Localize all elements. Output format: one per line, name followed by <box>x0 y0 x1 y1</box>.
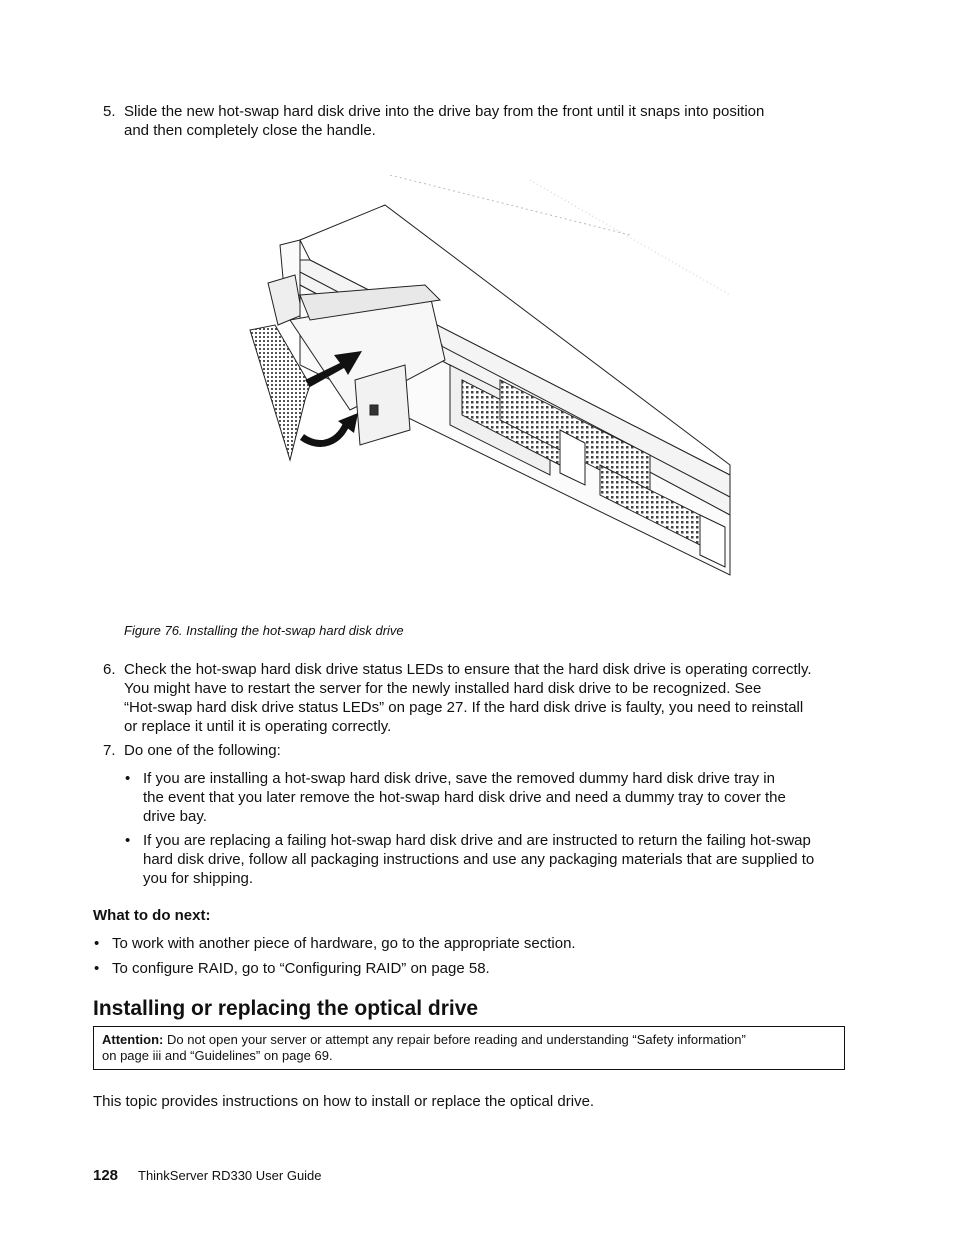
attention-label: Attention: <box>102 1032 164 1047</box>
bullet-2-line-2: hard disk drive, follow all packaging instructions and use any packaging materials that are supplied to <box>143 851 815 868</box>
hot-swap-drive-illustration <box>230 175 735 580</box>
next-item-2: To configure RAID, go to “Configuring RAID” on page 58. <box>112 960 490 977</box>
bullet-icon: • <box>125 832 131 849</box>
step-7-bullet-2 <box>143 831 853 888</box>
step-6-number: 6. <box>103 661 116 678</box>
bullet-1-line-1: If you are installing a hot-swap hard disk drive, save the removed dummy hard disk drive tray in <box>143 770 775 787</box>
step-5-number: 5. <box>103 103 116 120</box>
bullet-icon: • <box>94 960 100 977</box>
bullet-icon: • <box>125 770 131 787</box>
page-number: 128 <box>93 1167 119 1184</box>
step-6-line-3: “Hot-swap hard disk drive status LEDs” on page 27. If the hard disk drive is faulty, you need to reinstall <box>124 699 804 716</box>
footer-title: ThinkServer RD330 User Guide <box>138 1168 322 1183</box>
bullet-2-line-1: If you are replacing a failing hot-swap hard disk drive and are instructed to return the failing hot-swap <box>143 832 811 849</box>
what-to-do-next-heading: What to do next: <box>93 907 211 924</box>
step-6-line-1: Check the hot-swap hard disk drive status LEDs to ensure that the hard disk drive is operating correctly. <box>124 661 812 678</box>
bullet-2-line-3: you for shipping. <box>143 870 254 887</box>
section-title: Installing or replacing the optical drive <box>93 997 479 1020</box>
step-6-line-4: or replace it until it is operating correctly. <box>124 718 392 735</box>
step-5-line-2: and then completely close the handle. <box>124 122 376 139</box>
next-item-1: To work with another piece of hardware, go to the appropriate section. <box>112 935 576 952</box>
attention-line-2: on page iii and “Guidelines” on page 69. <box>102 1048 333 1063</box>
step-5-text <box>124 102 854 140</box>
attention-text-1: Do not open your server or attempt any repair before reading and understanding “Safety information” <box>167 1032 746 1047</box>
step-5-line-1: Slide the new hot-swap hard disk drive into the drive bay from the front until it snaps into position <box>124 103 765 120</box>
step-7-bullet-1 <box>143 769 853 826</box>
step-6-line-2: You might have to restart the server for the newly installed hard disk drive to be recognized. See <box>124 680 762 697</box>
step-6-text <box>124 660 854 736</box>
figure-caption: Figure 76. Installing the hot-swap hard disk drive <box>124 623 404 638</box>
attention-box <box>93 1026 845 1070</box>
bullet-icon: • <box>94 935 100 952</box>
intro-text: This topic provides instructions on how to install or replace the optical drive. <box>93 1093 595 1110</box>
step-7-number: 7. <box>103 742 116 759</box>
step-7-text: Do one of the following: <box>124 742 281 759</box>
bullet-1-line-3: drive bay. <box>143 808 207 825</box>
rotate-arrow-icon <box>302 413 358 443</box>
bullet-1-line-2: the event that you later remove the hot-swap hard disk drive and need a dummy tray to cover the <box>143 789 786 806</box>
attention-line-1 <box>102 1032 836 1048</box>
